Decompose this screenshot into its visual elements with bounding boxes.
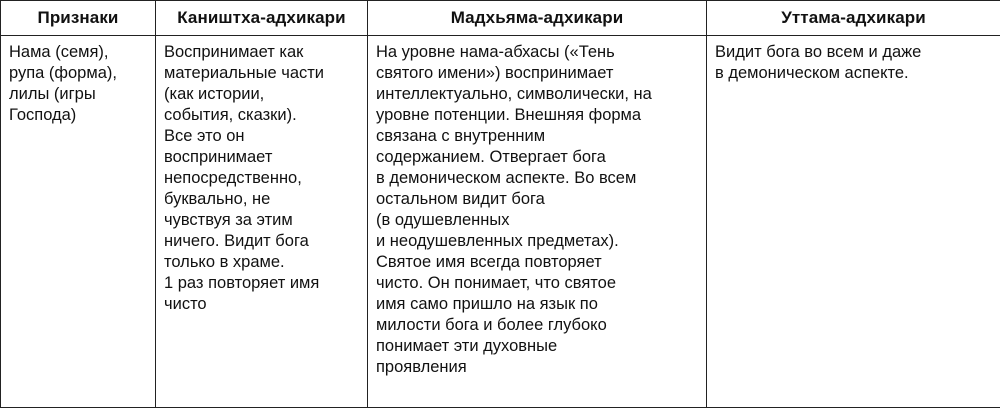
cell-text-line: (в одушевленных bbox=[376, 211, 510, 229]
cell-text-line: Видит бога во всем и даже bbox=[715, 43, 922, 61]
cell-text-line: и неодушевленных предметах). bbox=[376, 232, 619, 250]
cell-text-line: милости бога и более глубоко bbox=[376, 316, 607, 334]
cell-text-line: события, сказки). bbox=[164, 106, 297, 124]
cell-text-line: 1 раз повторяет имя bbox=[164, 274, 320, 292]
table-row bbox=[1, 36, 1000, 408]
cell-text-line: Все это он bbox=[164, 127, 245, 145]
cell-text-line: только в храме. bbox=[164, 253, 285, 271]
cell-text-line: остальном видит бога bbox=[376, 190, 545, 208]
cell-features bbox=[1, 36, 156, 408]
cell-text-line: святого имени») воспринимает bbox=[376, 64, 614, 82]
table-header bbox=[1, 1, 1000, 36]
cell-text-line: чисто bbox=[164, 295, 207, 313]
cell-text-line: (как истории, bbox=[164, 85, 265, 103]
cell-madhyama bbox=[368, 36, 707, 408]
cell-text-line: Святое имя всегда повторяет bbox=[376, 253, 602, 271]
cell-text-line: в демоническом аспекте. Во всем bbox=[376, 169, 637, 187]
cell-text-line: воспринимает bbox=[164, 148, 273, 166]
cell-text-line: рупа (форма), bbox=[9, 64, 117, 82]
cell-text-line: непосредственно, bbox=[164, 169, 302, 187]
cell-text-line: чисто. Он понимает, что святое bbox=[376, 274, 617, 292]
cell-text-line: ничего. Видит бога bbox=[164, 232, 309, 250]
cell-text-line: Воспринимает как bbox=[164, 43, 304, 61]
header-kanishtha-adhikari: Каништха-адхикари bbox=[156, 1, 368, 36]
header-features: Признаки bbox=[1, 1, 156, 36]
cell-text-line: буквально, не bbox=[164, 190, 271, 208]
cell-text-line: материальные части bbox=[164, 64, 325, 82]
cell-text-line: На уровне нама-абхасы («Тень bbox=[376, 43, 615, 61]
cell-text-line: имя само пришло на язык по bbox=[376, 295, 598, 313]
table-body bbox=[1, 36, 1000, 408]
cell-text-line: Нама (семя), bbox=[9, 43, 109, 61]
cell-text-line: понимает эти духовные bbox=[376, 337, 558, 355]
cell-text-line: содержанием. Отвергает бога bbox=[376, 148, 606, 166]
cell-text-line: проявления bbox=[376, 358, 467, 376]
cell-text-line: уровне потенции. Внешняя форма bbox=[376, 106, 642, 124]
cell-text-line: чувствуя за этим bbox=[164, 211, 293, 229]
header-uttama-adhikari: Уттама-адхикари bbox=[707, 1, 1000, 36]
cell-kanishtha bbox=[156, 36, 368, 408]
cell-text-line: интеллектуально, символически, на bbox=[376, 85, 652, 103]
cell-text-line: в демоническом аспекте. bbox=[715, 64, 909, 82]
header-row bbox=[1, 1, 1000, 36]
header-madhyama-adhikari: Мадхьяма-адхикари bbox=[368, 1, 707, 36]
cell-uttama bbox=[707, 36, 1000, 408]
cell-text-line: лилы (игры bbox=[9, 85, 96, 103]
cell-text-line: связана с внутренним bbox=[376, 127, 546, 145]
cell-text-line: Господа) bbox=[9, 106, 77, 124]
